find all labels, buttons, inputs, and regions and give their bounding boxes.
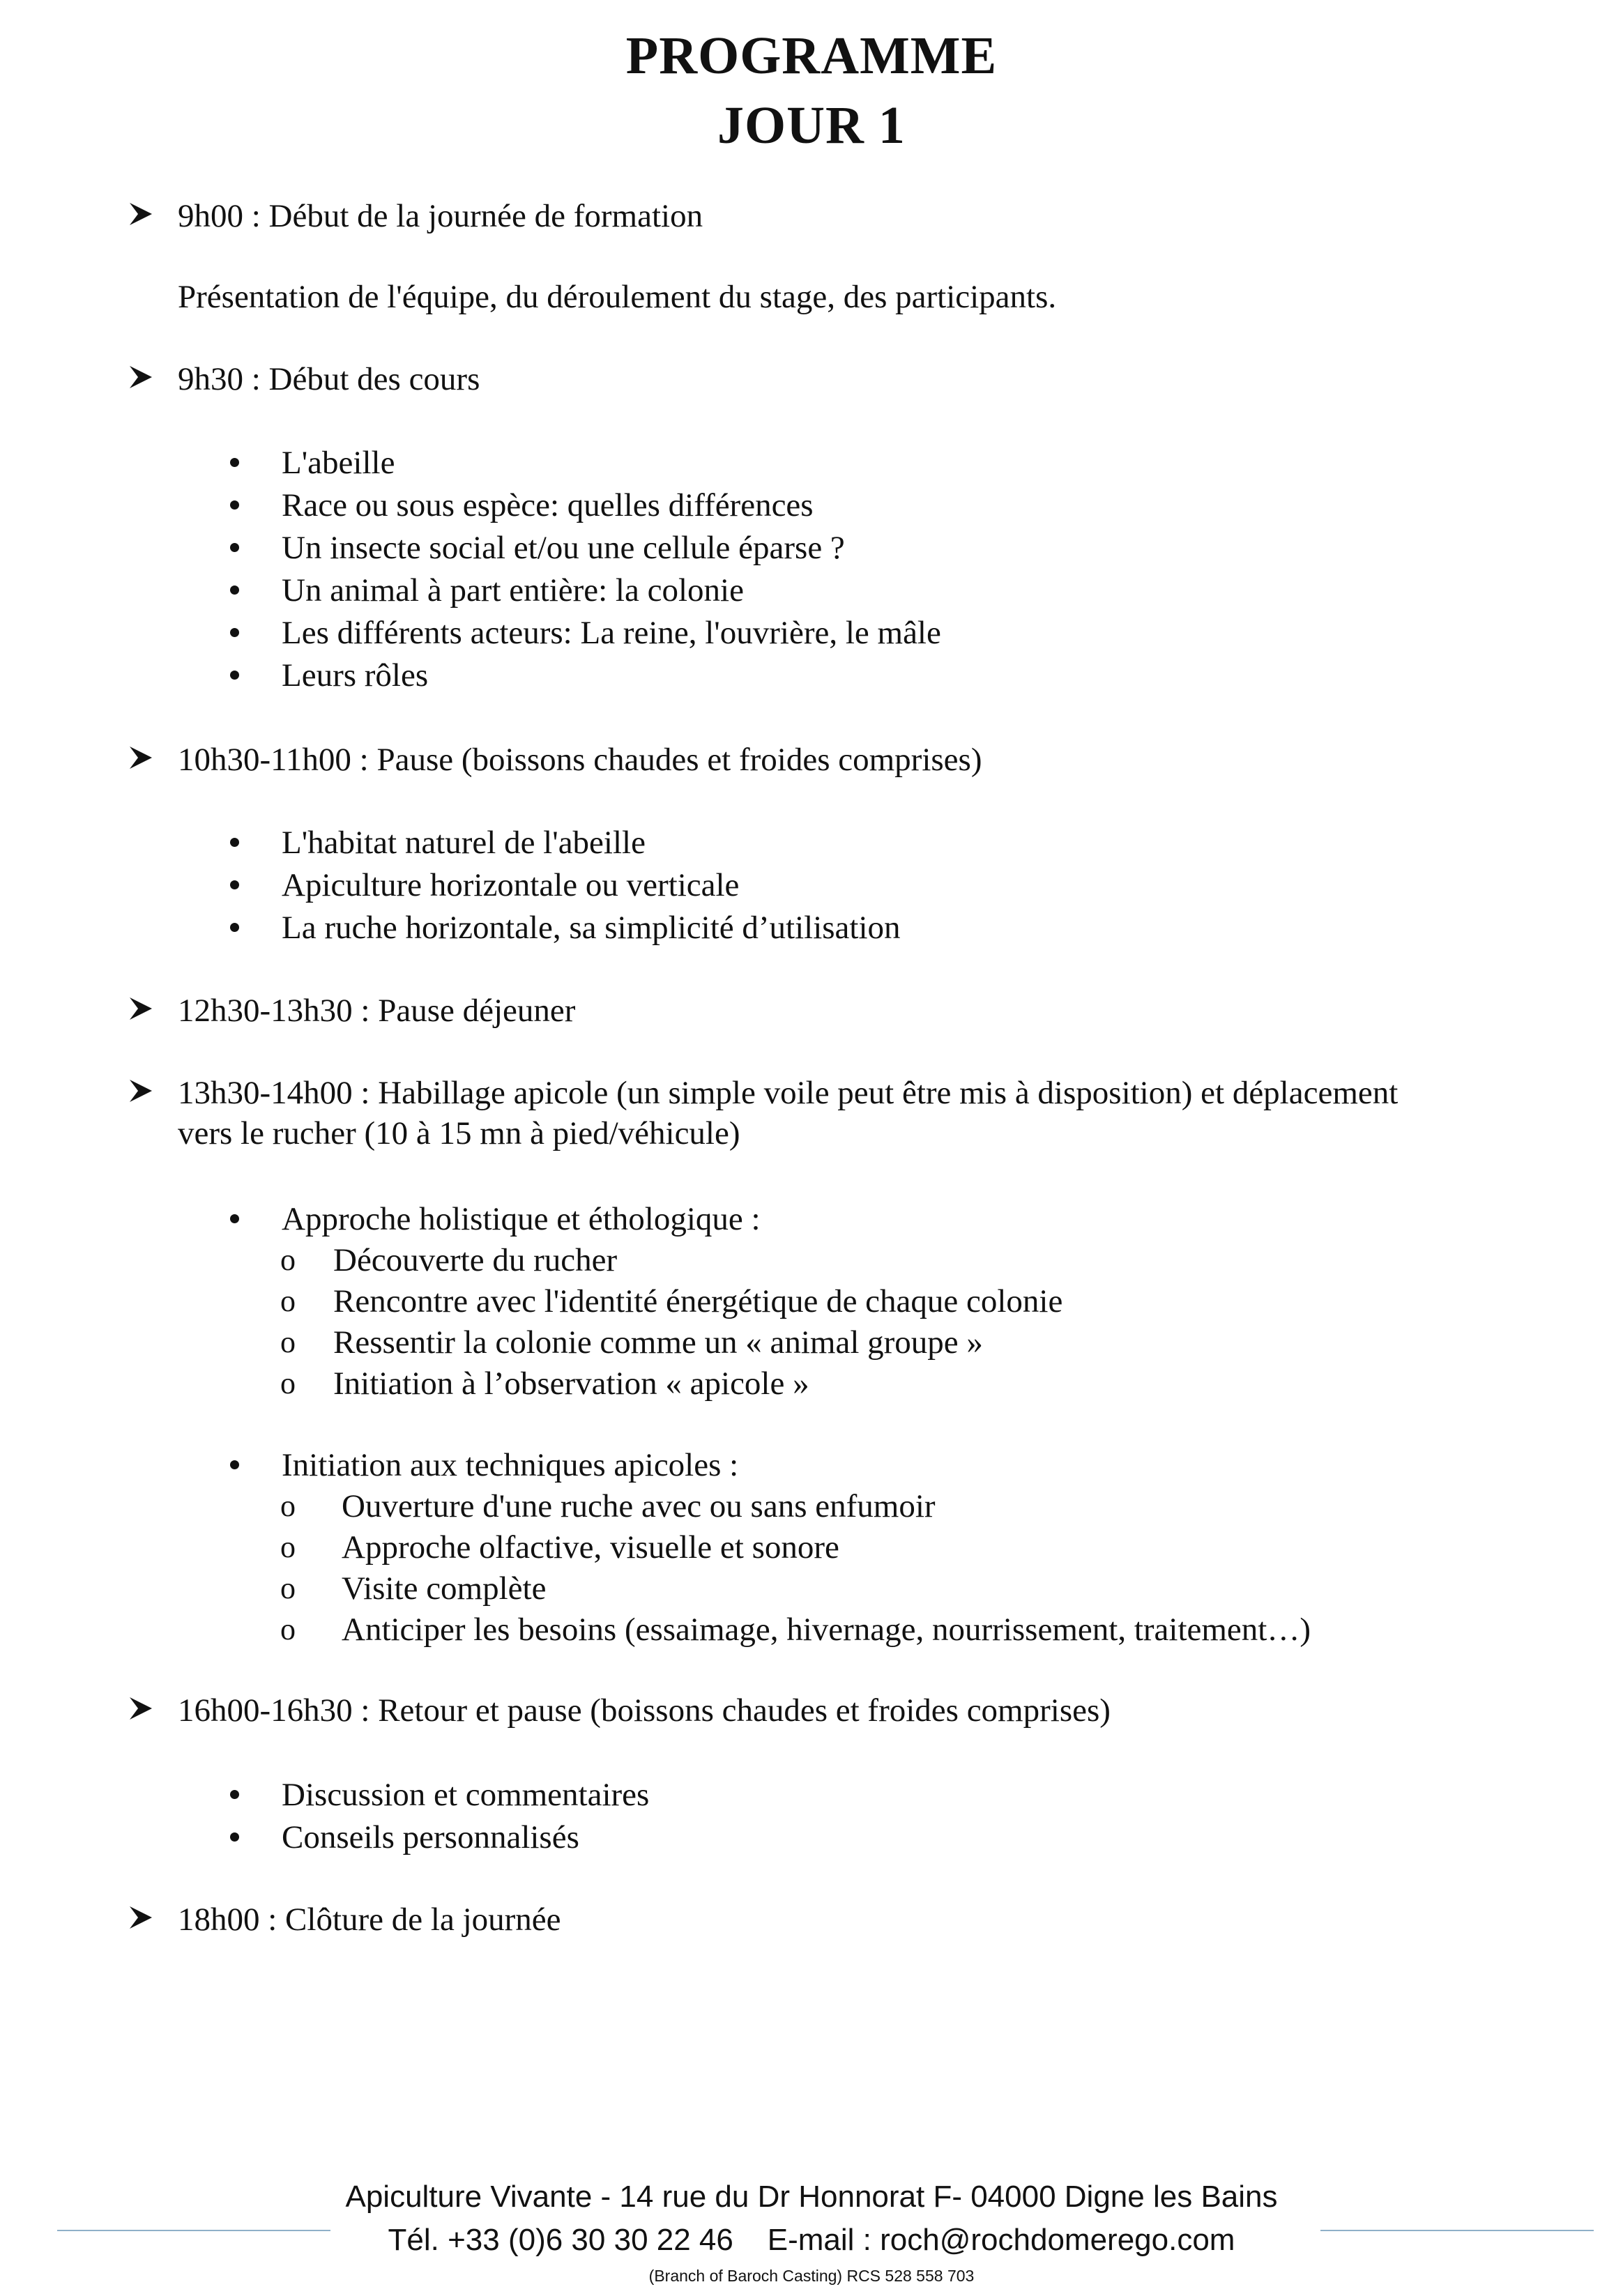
section-time-9h30: 9h30 : Début des cours	[178, 361, 480, 397]
round-bullet-icon	[230, 543, 239, 552]
section-time-10h30: 10h30-11h00 : Pause (boissons chaudes et froides comprises)	[178, 742, 982, 778]
sub-list-item: Ouverture d'une ruche avec ou sans enfumoir	[342, 1488, 936, 1524]
footer-contact: Tél. +33 (0)6 30 30 22 46 E-mail : roch@rochdomerego.com	[388, 2223, 1235, 2257]
circle-bullet-icon: o	[280, 1366, 296, 1400]
section-time-12h30: 12h30-13h30 : Pause déjeuner	[178, 993, 576, 1029]
sub-list-item: Anticiper les besoins (essaimage, hivernage, nourrissement, traitement…)	[342, 1612, 1311, 1648]
round-bullet-icon	[230, 838, 239, 847]
sub-list-item: Visite complète	[342, 1570, 547, 1607]
list-item: La ruche horizontale, sa simplicité d’utilisation	[282, 910, 901, 946]
sub-list-item: Ressentir la colonie comme un « animal groupe »	[333, 1324, 983, 1361]
list-item: Conseils personnalisés	[282, 1819, 579, 1855]
list-item: L'habitat naturel de l'abeille	[282, 825, 646, 861]
arrowhead-bullet-icon	[127, 744, 155, 772]
list-item: Discussion et commentaires	[282, 1777, 650, 1813]
section-time-16h00: 16h00-16h30 : Retour et pause (boissons chaudes et froides comprises)	[178, 1692, 1111, 1729]
circle-bullet-icon: o	[280, 1612, 296, 1646]
arrowhead-bullet-icon	[127, 200, 155, 228]
page-subtitle: JOUR 1	[717, 96, 906, 155]
list-item: Leurs rôles	[282, 657, 429, 694]
round-bullet-icon	[230, 671, 239, 680]
section-time-13h30-line2: vers le rucher (10 à 15 mn à pied/véhicule)	[178, 1115, 740, 1151]
round-bullet-icon	[230, 458, 239, 467]
sub-list-item: Approche olfactive, visuelle et sonore	[342, 1529, 839, 1566]
circle-bullet-icon: o	[280, 1530, 296, 1564]
section-description: Présentation de l'équipe, du déroulement du stage, des participants.	[178, 279, 1057, 315]
arrowhead-bullet-icon	[127, 1077, 155, 1105]
arrowhead-bullet-icon	[127, 1904, 155, 1931]
arrowhead-bullet-icon	[127, 363, 155, 391]
circle-bullet-icon: o	[280, 1571, 296, 1605]
round-bullet-icon	[230, 923, 239, 932]
circle-bullet-icon: o	[280, 1325, 296, 1359]
list-item: Un insecte social et/ou une cellule éparse ?	[282, 530, 845, 566]
round-bullet-icon	[230, 1214, 239, 1223]
round-bullet-icon	[230, 500, 239, 510]
footer-legal: (Branch of Baroch Casting) RCS 528 558 703	[648, 2267, 975, 2285]
round-bullet-icon	[230, 586, 239, 595]
circle-bullet-icon: o	[280, 1284, 296, 1318]
list-item: Les différents acteurs: La reine, l'ouvrière, le mâle	[282, 615, 941, 651]
section-time-9h00: 9h00 : Début de la journée de formation	[178, 198, 703, 234]
group-label: Approche holistique et éthologique :	[282, 1201, 761, 1237]
list-item: L'abeille	[282, 445, 395, 481]
round-bullet-icon	[230, 1832, 239, 1842]
list-item: Apiculture horizontale ou verticale	[282, 867, 740, 903]
round-bullet-icon	[230, 628, 239, 637]
group-label: Initiation aux techniques apicoles :	[282, 1447, 739, 1483]
sub-list-item: Rencontre avec l'identité énergétique de chaque colonie	[333, 1283, 1063, 1319]
footer-address: Apiculture Vivante - 14 rue du Dr Honnorat F- 04000 Digne les Bains	[345, 2180, 1278, 2214]
section-time-18h00: 18h00 : Clôture de la journée	[178, 1901, 561, 1938]
title-block	[0, 21, 1623, 160]
arrowhead-bullet-icon	[127, 1694, 155, 1722]
section-time-13h30-line1: 13h30-14h00 : Habillage apicole (un simple voile peut être mis à disposition) et déplacement	[178, 1075, 1399, 1111]
sub-list-item: Initiation à l’observation « apicole »	[333, 1365, 809, 1402]
circle-bullet-icon: o	[280, 1243, 296, 1277]
circle-bullet-icon: o	[280, 1489, 296, 1523]
round-bullet-icon	[230, 1790, 239, 1799]
page-title: PROGRAMME	[625, 26, 998, 85]
round-bullet-icon	[230, 880, 239, 889]
arrowhead-bullet-icon	[127, 995, 155, 1023]
list-item: Race ou sous espèce: quelles différences	[282, 487, 814, 523]
round-bullet-icon	[230, 1460, 239, 1469]
list-item: Un animal à part entière: la colonie	[282, 572, 744, 609]
sub-list-item: Découverte du rucher	[333, 1242, 618, 1278]
